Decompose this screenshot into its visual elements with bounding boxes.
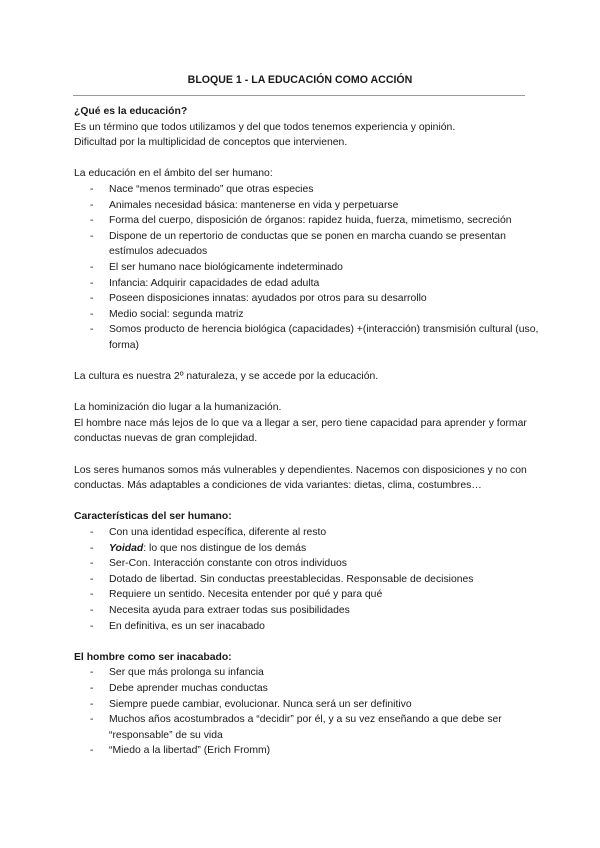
caracteristicas-list [74, 525, 544, 634]
intro-line: Es un término que todos utilizamos y del que todos tenemos experiencia y opinión. [74, 121, 456, 133]
list-item: - Infancia: Adquirir capacidades de edad adulta [90, 277, 320, 289]
inacabado-heading: El hombre como ser inacabado: [74, 651, 232, 663]
hominizacion-line: La hominización dio lugar a la humanización. [74, 402, 282, 414]
list-item: - Yoidad: lo que nos distingue de los demás [90, 542, 307, 554]
hominizacion-line: El hombre nace más lejos de lo que va a llegar a ser, pero tiene capacidad para aprender y formar conductas nuevas de gran complejidad. [74, 417, 527, 445]
list-item: - El ser humano nace biológicamente indeterminado [90, 261, 343, 273]
list-item: - En definitiva, es un ser inacabado [90, 620, 265, 632]
inacabado-list [74, 665, 544, 759]
list-item: - Ser-Con. Interacción constante con otros individuos [90, 558, 347, 570]
caracteristicas-heading: Características del ser humano: [74, 511, 232, 523]
list-item: - Somos producto de herencia biológica (capacidades) +(interacción) transmisión cultural (uso, forma) [90, 324, 539, 351]
list-item: - “Miedo a la libertad” (Erich Fromm) [90, 745, 271, 757]
intro-heading: ¿Qué es la educación? [74, 106, 188, 117]
list-item: - Poseen disposiciones innatas: ayudados por otros para su desarrollo [90, 293, 427, 305]
list-item: - Nace “menos terminado” que otras especies [90, 183, 314, 195]
list-item: - Dotado de libertad. Sin conductas preestablecidas. Responsable de decisiones [90, 573, 474, 585]
list-item: - Con una identidad específica, diferente al resto [90, 527, 327, 539]
ambito-list [74, 182, 544, 354]
list-item: - Dispone de un repertorio de conductas que se ponen en marcha cuando se presentan estímulos adecuados [90, 230, 506, 258]
cultura-paragraph: La cultura es nuestra 2º naturaleza, y se accede por la educación. [74, 371, 379, 383]
list-item: - Forma del cuerpo, disposición de órganos: rapidez huida, fuerza, mimetismo, secreción [90, 215, 512, 227]
title-underline [73, 95, 525, 96]
yoidad-term: Yoidad [109, 542, 144, 554]
list-item: - Requiere un sentido. Necesita entender por qué y para qué [90, 589, 383, 601]
list-item: - Necesita ayuda para extraer todas sus posibilidades [90, 605, 350, 616]
list-item: - Medio social: segunda matriz [90, 308, 244, 320]
list-item: - Debe aprender muchas conductas [90, 682, 268, 694]
intro-line: Dificultad por la multiplicidad de conceptos que intervienen. [74, 137, 348, 149]
document-body [74, 104, 544, 759]
ambito-heading: La educación en el ámbito del ser humano: [74, 168, 273, 180]
list-item: - Muchos años acostumbrados a “decidir” por él, y a su vez enseñando a que debe ser “responsable” de su vida [90, 714, 502, 741]
list-item: - Ser que más prolonga su infancia [90, 667, 264, 679]
document-title: BLOQUE 1 - LA EDUCACIÓN COMO ACCIÓN [187, 74, 413, 86]
list-item: - Siempre puede cambiar, evolucionar. Nunca será un ser definitivo [90, 698, 412, 710]
vulnerables-paragraph: Los seres humanos somos más vulnerables y dependientes. Nacemos con disposiciones y no con conductas. Más adaptables a condiciones de vida variantes: dietas, clima, costumbres… [74, 464, 527, 492]
list-item: - Animales necesidad básica: mantenerse en vida y perpetuarse [90, 199, 399, 211]
